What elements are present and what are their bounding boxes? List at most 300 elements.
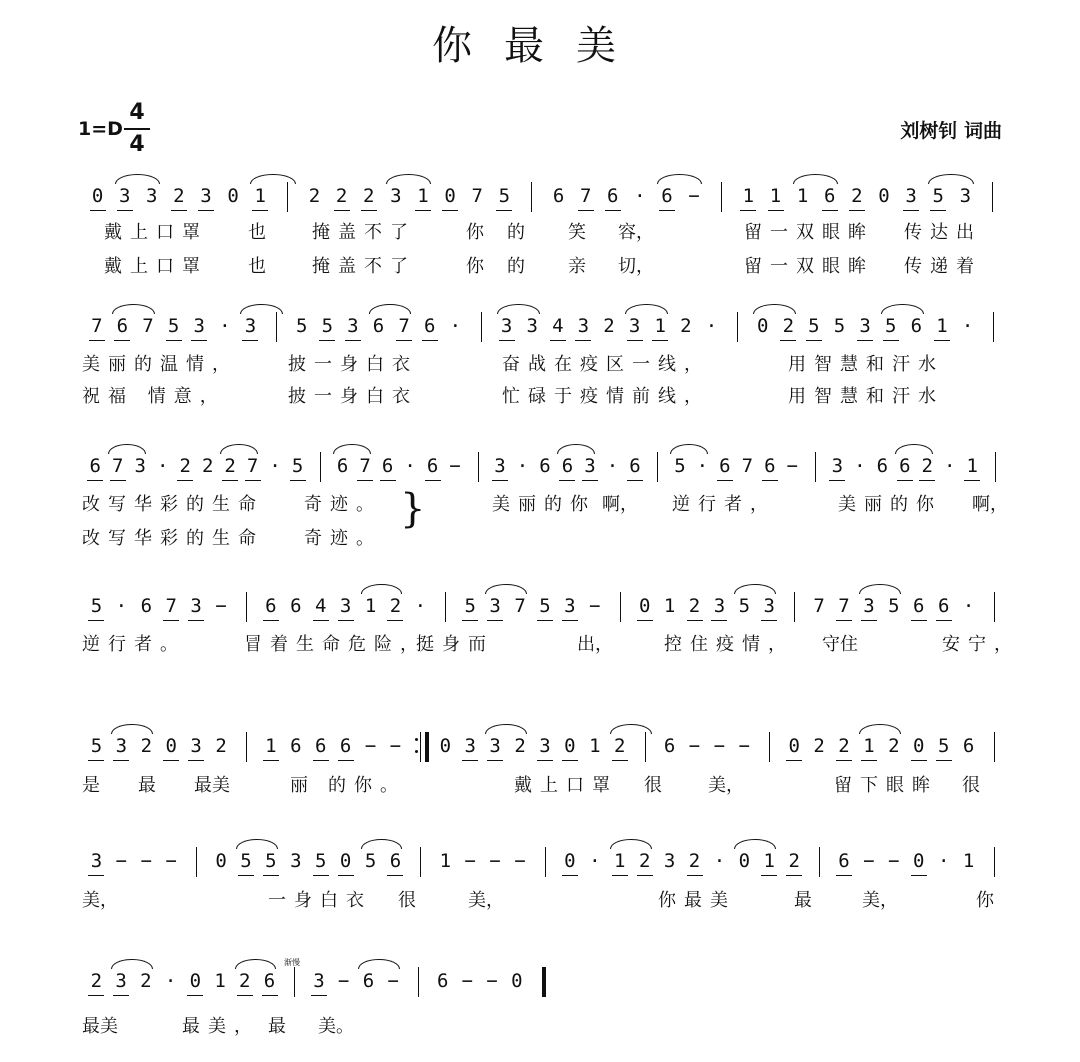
slur bbox=[895, 444, 933, 454]
augmentation-dot: · bbox=[414, 595, 427, 617]
eighth-underline bbox=[919, 480, 935, 481]
lyric-fragment: 逆行者， bbox=[672, 494, 776, 515]
note: 3 bbox=[244, 315, 257, 337]
lyric-fragment: 切， bbox=[618, 256, 654, 277]
note: 6 bbox=[910, 315, 923, 337]
slur bbox=[734, 584, 776, 594]
note: 2 bbox=[140, 735, 153, 757]
note: 7 bbox=[142, 315, 154, 337]
note: 3 bbox=[134, 455, 146, 477]
eighth-underline bbox=[262, 995, 278, 996]
eighth-underline bbox=[242, 340, 258, 341]
note: 5 bbox=[90, 595, 103, 617]
note: 1 bbox=[769, 185, 782, 207]
note: 0 bbox=[339, 850, 352, 872]
barline bbox=[320, 452, 321, 482]
eighth-underline bbox=[806, 340, 822, 341]
eighth-underline bbox=[537, 760, 553, 761]
slur bbox=[485, 584, 527, 594]
eighth-underline bbox=[930, 210, 946, 211]
note: 1 bbox=[265, 735, 277, 757]
augmentation-dot: · bbox=[606, 455, 619, 477]
note: 2 bbox=[680, 315, 692, 337]
dash-extension: − bbox=[140, 850, 153, 872]
eighth-underline bbox=[687, 875, 703, 876]
eighth-underline bbox=[313, 620, 329, 621]
eighth-underline bbox=[562, 760, 578, 761]
eighth-underline bbox=[903, 210, 919, 211]
lyric-fragment: 守住 bbox=[822, 634, 858, 655]
lyric-fragment: 奋战在疫区一线， bbox=[502, 354, 710, 375]
note: 1 bbox=[796, 185, 809, 207]
dash-extension: − bbox=[489, 850, 501, 872]
note: 1 bbox=[214, 970, 226, 992]
eighth-underline bbox=[637, 620, 653, 621]
note: 4 bbox=[552, 315, 564, 337]
lyric-fragment: 戴上口罩 bbox=[104, 256, 208, 277]
slur bbox=[220, 444, 258, 454]
augmentation-dot: · bbox=[634, 185, 646, 207]
dash-extension: − bbox=[464, 850, 476, 872]
barline bbox=[481, 312, 482, 342]
dash-extension: − bbox=[688, 185, 700, 207]
note: 7 bbox=[471, 185, 483, 207]
eighth-underline bbox=[836, 760, 852, 761]
note: 2 bbox=[179, 455, 191, 477]
eighth-underline bbox=[582, 480, 598, 481]
eighth-underline bbox=[166, 340, 182, 341]
note: 5 bbox=[295, 315, 308, 337]
barline bbox=[196, 847, 197, 877]
eighth-underline bbox=[88, 760, 104, 761]
augmentation-dot: · bbox=[219, 315, 231, 337]
barline bbox=[531, 182, 532, 212]
note: 1 bbox=[966, 455, 978, 477]
note: 4 bbox=[314, 595, 327, 617]
barline bbox=[287, 182, 288, 212]
eighth-underline bbox=[387, 875, 403, 876]
lyric-fragment: 很 bbox=[644, 775, 662, 796]
time-signature-bottom: 4 bbox=[129, 132, 145, 157]
note: 1 bbox=[654, 315, 666, 337]
eighth-underline bbox=[191, 340, 207, 341]
eighth-underline bbox=[562, 875, 578, 876]
barline bbox=[815, 452, 816, 482]
dash-extension: − bbox=[449, 455, 461, 477]
eighth-underline bbox=[822, 210, 838, 211]
note: 5 bbox=[808, 315, 820, 337]
note: 2 bbox=[638, 850, 651, 872]
barline bbox=[276, 312, 277, 342]
slur bbox=[670, 444, 708, 454]
note: 6 bbox=[937, 595, 950, 617]
note: 2 bbox=[603, 315, 615, 337]
note: 6 bbox=[607, 185, 619, 207]
eighth-underline bbox=[612, 875, 628, 876]
slur bbox=[859, 584, 901, 594]
note: 6 bbox=[140, 595, 153, 617]
eighth-underline bbox=[187, 995, 203, 996]
augmentation-dot: · bbox=[589, 850, 601, 872]
eighth-underline bbox=[857, 340, 873, 341]
eighth-underline bbox=[861, 760, 877, 761]
augmentation-dot: · bbox=[962, 595, 975, 617]
lyric-fragment: 冒着生命危险， bbox=[244, 634, 426, 655]
lyric-fragment: 你最美 bbox=[658, 890, 736, 911]
eighth-underline bbox=[188, 760, 204, 761]
augmentation-dot: · bbox=[164, 970, 177, 992]
eighth-underline bbox=[188, 620, 204, 621]
dash-extension: − bbox=[863, 850, 875, 872]
note: 0 bbox=[564, 735, 576, 757]
augmentation-dot: · bbox=[961, 315, 974, 337]
note: 2 bbox=[921, 455, 933, 477]
eighth-underline bbox=[761, 875, 777, 876]
eighth-underline bbox=[387, 620, 403, 621]
barline bbox=[794, 592, 795, 622]
eighth-underline bbox=[559, 480, 575, 481]
repeat-dot bbox=[415, 738, 418, 741]
eighth-underline bbox=[334, 210, 350, 211]
dash-extension: − bbox=[786, 455, 799, 477]
note: 5 bbox=[321, 315, 334, 337]
eighth-underline bbox=[761, 620, 777, 621]
note: 0 bbox=[165, 735, 177, 757]
note: 3 bbox=[863, 595, 875, 617]
note: 3 bbox=[489, 735, 501, 757]
eighth-underline bbox=[396, 340, 412, 341]
eighth-underline bbox=[829, 480, 845, 481]
eighth-underline bbox=[861, 620, 877, 621]
eighth-underline bbox=[222, 480, 238, 481]
eighth-underline bbox=[442, 210, 458, 211]
eighth-underline bbox=[114, 340, 130, 341]
repeat-barline bbox=[420, 732, 421, 762]
note: 1 bbox=[417, 185, 429, 207]
dash-extension: − bbox=[165, 850, 177, 872]
eighth-underline bbox=[88, 875, 104, 876]
slur bbox=[497, 304, 540, 314]
note: 6 bbox=[362, 970, 375, 992]
lyric-fragment: 也 bbox=[248, 222, 266, 243]
note: 5 bbox=[364, 850, 377, 872]
lyric-fragment: 丽 bbox=[290, 775, 308, 796]
augmentation-dot: · bbox=[854, 455, 866, 477]
note: 6 bbox=[661, 185, 673, 207]
lyric-fragment: 最 bbox=[138, 775, 156, 796]
note: 6 bbox=[719, 455, 731, 477]
repeat-dot bbox=[415, 750, 418, 753]
augmentation-dot: · bbox=[937, 850, 950, 872]
dash-extension: − bbox=[389, 735, 402, 757]
lyric-fragment: 你 bbox=[976, 890, 994, 911]
barline bbox=[721, 182, 722, 212]
eighth-underline bbox=[171, 210, 187, 211]
time-signature bbox=[124, 100, 150, 158]
note: 2 bbox=[514, 735, 526, 757]
dash-extension: − bbox=[486, 970, 498, 992]
slur bbox=[859, 724, 901, 734]
note: 5 bbox=[464, 595, 476, 617]
note: 3 bbox=[90, 850, 103, 872]
eighth-underline bbox=[605, 210, 621, 211]
lyric-fragment: 美， bbox=[82, 890, 118, 911]
slur bbox=[115, 174, 160, 184]
note: 0 bbox=[638, 595, 651, 617]
lyric-fragment: 美丽的你 bbox=[838, 494, 942, 515]
eighth-underline bbox=[263, 760, 279, 761]
eighth-underline bbox=[110, 480, 126, 481]
note: 6 bbox=[263, 970, 276, 992]
note: 7 bbox=[246, 455, 259, 477]
slur bbox=[111, 724, 153, 734]
eighth-underline bbox=[198, 210, 214, 211]
score-system-6 bbox=[0, 835, 1080, 895]
lyric-fragment: 披一身白衣 bbox=[288, 354, 418, 375]
note: 5 bbox=[314, 850, 327, 872]
lyric-fragment: 掩盖不了 bbox=[312, 222, 416, 243]
slur bbox=[793, 174, 838, 184]
note: 3 bbox=[489, 595, 501, 617]
note: 0 bbox=[189, 970, 202, 992]
eighth-underline bbox=[934, 340, 950, 341]
barline bbox=[819, 847, 820, 877]
eighth-underline bbox=[836, 620, 852, 621]
lyric-fragment: 的 bbox=[507, 256, 525, 277]
eighth-underline bbox=[90, 210, 106, 211]
note: 6 bbox=[339, 735, 352, 757]
note: 3 bbox=[193, 315, 205, 337]
note: 3 bbox=[347, 315, 359, 337]
barline bbox=[294, 967, 295, 997]
lyric-fragment: 最美 bbox=[194, 775, 230, 796]
note: 0 bbox=[913, 850, 925, 872]
note: 3 bbox=[313, 970, 325, 992]
slur bbox=[111, 959, 153, 969]
note: 6 bbox=[663, 735, 676, 757]
slur bbox=[358, 959, 400, 969]
note: 6 bbox=[552, 185, 565, 207]
dash-extension: − bbox=[514, 850, 526, 872]
slur bbox=[485, 724, 527, 734]
barline bbox=[445, 592, 446, 622]
lyric-fragment: 很 bbox=[962, 775, 980, 796]
note: 2 bbox=[90, 970, 103, 992]
lyric-fragment: 挺身而 bbox=[416, 634, 494, 655]
eighth-underline bbox=[345, 340, 361, 341]
note: 3 bbox=[905, 185, 917, 207]
eighth-underline bbox=[177, 480, 193, 481]
lyric-fragment: 容， bbox=[618, 222, 654, 243]
note: 5 bbox=[167, 315, 180, 337]
note: 1 bbox=[663, 595, 676, 617]
note: 6 bbox=[290, 735, 302, 757]
note: 6 bbox=[629, 455, 641, 477]
lyric-fragment: 亲 bbox=[568, 256, 586, 277]
note: 6 bbox=[539, 455, 551, 477]
barline bbox=[246, 732, 247, 762]
lyric-fragment: 啊， bbox=[972, 494, 1008, 515]
eighth-underline bbox=[492, 480, 508, 481]
eighth-underline bbox=[659, 210, 675, 211]
barline bbox=[769, 732, 770, 762]
eighth-underline bbox=[425, 480, 441, 481]
dash-extension: − bbox=[215, 595, 227, 617]
note: 2 bbox=[140, 970, 152, 992]
note: 3 bbox=[663, 850, 676, 872]
note: 3 bbox=[564, 595, 576, 617]
lyric-fragment: 奇迹。 bbox=[304, 494, 382, 515]
eighth-underline bbox=[313, 760, 329, 761]
note: 2 bbox=[888, 735, 900, 757]
slur bbox=[610, 839, 652, 849]
eighth-underline bbox=[786, 760, 802, 761]
dash-extension: − bbox=[387, 970, 399, 992]
lyric-fragment: 一身白衣 bbox=[268, 890, 372, 911]
lyric-fragment: 用智慧和汗水 bbox=[788, 354, 944, 375]
note: 6 bbox=[561, 455, 574, 477]
eighth-underline bbox=[462, 760, 478, 761]
note: 7 bbox=[111, 455, 124, 477]
final-barline bbox=[542, 967, 546, 997]
slur bbox=[236, 839, 278, 849]
eighth-underline bbox=[113, 760, 129, 761]
slur bbox=[361, 839, 403, 849]
lyric-fragment: 美。 bbox=[318, 1016, 354, 1037]
note: 0 bbox=[878, 185, 890, 207]
slur bbox=[108, 444, 146, 454]
note: 7 bbox=[813, 595, 825, 617]
lyric-fragment: 逆行者。 bbox=[82, 634, 186, 655]
eighth-underline bbox=[849, 210, 865, 211]
note: 0 bbox=[227, 185, 239, 207]
note: 6 bbox=[838, 850, 850, 872]
note: 1 bbox=[962, 850, 975, 872]
note: 5 bbox=[937, 735, 950, 757]
augmentation-dot: · bbox=[449, 315, 462, 337]
note: 2 bbox=[813, 735, 825, 757]
lyric-fragment: 披一身白衣 bbox=[288, 386, 418, 407]
augmentation-dot: · bbox=[696, 455, 709, 477]
note: 3 bbox=[390, 185, 402, 207]
note: 3 bbox=[494, 455, 506, 477]
note: 1 bbox=[439, 850, 452, 872]
eighth-underline bbox=[496, 210, 512, 211]
note: 1 bbox=[589, 735, 601, 757]
note: 6 bbox=[372, 315, 385, 337]
eighth-underline bbox=[263, 875, 279, 876]
note: 3 bbox=[464, 735, 476, 757]
eighth-underline bbox=[836, 875, 852, 876]
eighth-underline bbox=[319, 340, 335, 341]
note: 6 bbox=[426, 455, 439, 477]
lyric-fragment: 用智慧和汗水 bbox=[788, 386, 944, 407]
note: 7 bbox=[741, 455, 754, 477]
note: 2 bbox=[308, 185, 321, 207]
slur bbox=[250, 174, 295, 184]
eighth-underline bbox=[964, 480, 980, 481]
note: 3 bbox=[539, 735, 551, 757]
eighth-underline bbox=[311, 995, 327, 996]
lyric-fragment: 最 bbox=[268, 1016, 286, 1037]
note: 5 bbox=[885, 315, 897, 337]
eighth-underline bbox=[380, 480, 396, 481]
eighth-underline bbox=[113, 995, 129, 996]
dash-extension: − bbox=[364, 735, 377, 757]
dash-extension: − bbox=[461, 970, 474, 992]
note: 6 bbox=[265, 595, 277, 617]
eighth-underline bbox=[415, 210, 431, 211]
note: 7 bbox=[398, 315, 410, 337]
note: 3 bbox=[526, 315, 538, 337]
note: 3 bbox=[200, 185, 212, 207]
dash-extension: − bbox=[338, 970, 350, 992]
note: 2 bbox=[173, 185, 185, 207]
eighth-underline bbox=[936, 760, 952, 761]
lyric-fragment: 也 bbox=[248, 256, 266, 277]
barline bbox=[992, 182, 993, 212]
note: 6 bbox=[381, 455, 394, 477]
note: 5 bbox=[888, 595, 900, 617]
lyric-fragment: 出， bbox=[577, 634, 613, 655]
eighth-underline bbox=[627, 480, 643, 481]
note: 3 bbox=[500, 315, 513, 337]
note: 5 bbox=[674, 455, 686, 477]
eighth-underline bbox=[499, 340, 515, 341]
slur bbox=[386, 174, 431, 184]
note: 3 bbox=[859, 315, 871, 337]
note: 5 bbox=[90, 735, 103, 757]
barline bbox=[994, 847, 995, 877]
note: 3 bbox=[584, 455, 596, 477]
eighth-underline bbox=[238, 875, 254, 876]
barline bbox=[995, 452, 996, 482]
note: 1 bbox=[763, 850, 775, 872]
note: 6 bbox=[824, 185, 836, 207]
note: 0 bbox=[788, 735, 800, 757]
note: 3 bbox=[628, 315, 641, 337]
note: 6 bbox=[389, 850, 402, 872]
note: 6 bbox=[876, 455, 889, 477]
note: 3 bbox=[959, 185, 972, 207]
eighth-underline bbox=[883, 340, 899, 341]
lyric-fragment: 祝福 情意， bbox=[82, 386, 226, 407]
note: 1 bbox=[863, 735, 875, 757]
note: 7 bbox=[165, 595, 177, 617]
eighth-underline bbox=[338, 760, 354, 761]
note: 2 bbox=[215, 735, 227, 757]
eighth-underline bbox=[578, 210, 594, 211]
note: 3 bbox=[763, 595, 775, 617]
note: 1 bbox=[254, 185, 266, 207]
eighth-underline bbox=[163, 760, 179, 761]
note: 0 bbox=[738, 850, 751, 872]
augmentation-dot: · bbox=[404, 455, 416, 477]
note: 2 bbox=[201, 455, 214, 477]
note: 6 bbox=[314, 735, 327, 757]
eighth-underline bbox=[911, 875, 927, 876]
barline bbox=[994, 732, 995, 762]
slur bbox=[361, 584, 403, 594]
eighth-underline bbox=[245, 480, 261, 481]
note: 6 bbox=[290, 595, 302, 617]
time-signature-bar bbox=[124, 128, 150, 130]
eighth-underline bbox=[87, 480, 103, 481]
note: 0 bbox=[756, 315, 769, 337]
barline bbox=[418, 967, 419, 997]
note: 6 bbox=[424, 315, 436, 337]
barline bbox=[420, 847, 421, 877]
